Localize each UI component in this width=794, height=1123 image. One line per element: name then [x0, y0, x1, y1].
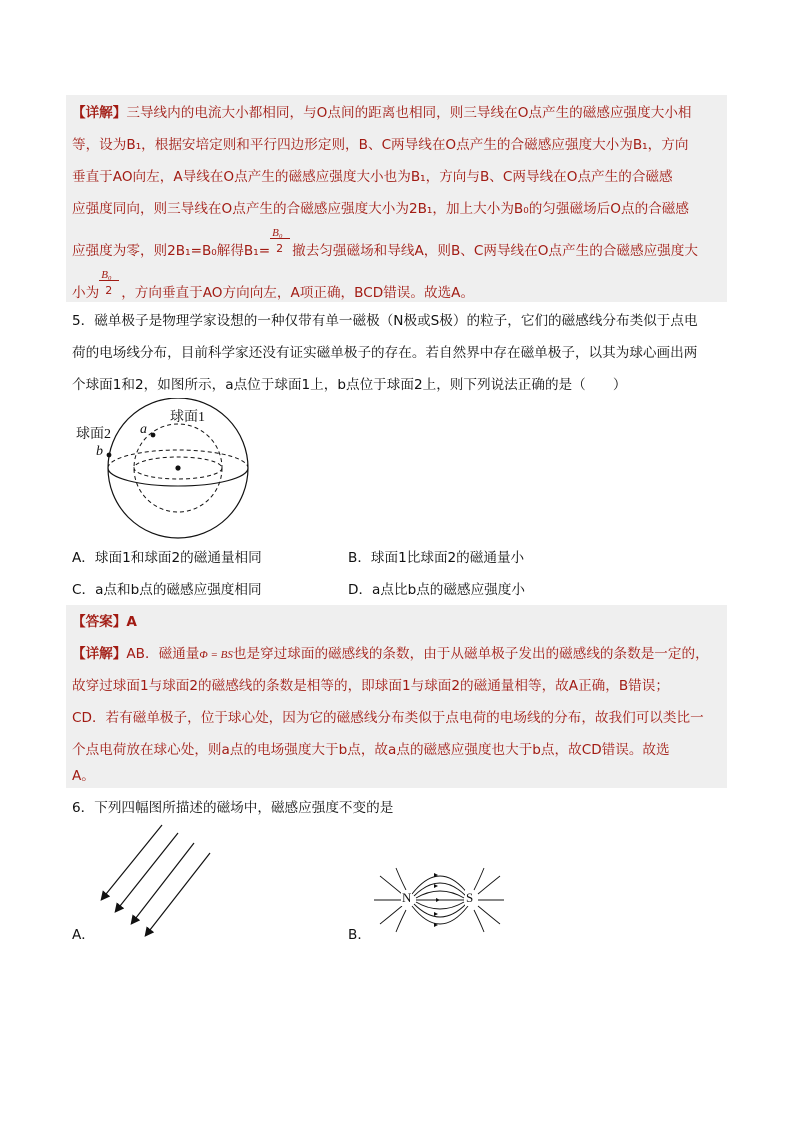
label-point-b: b: [96, 444, 103, 459]
fraction-b0-over-2: $\frac{\text{B₀}}{2}$: [270, 241, 292, 261]
label-sphere-2: 球面2: [76, 427, 111, 442]
q5-option-d: D．a点比b点的磁感应强度小: [348, 582, 525, 598]
q6-stem: 6．下列四幅图所描述的磁场中，磁感应强度不变的是: [72, 800, 394, 816]
point-a-dot: [151, 433, 156, 438]
q5-detail-line-4: 个点电荷放在球心处，则a点的电场强度大于b点，故a点的磁感应强度也大于b点，故CD错误。故选: [72, 742, 670, 758]
pole-n-label: N: [402, 890, 412, 905]
q5-stem-line-2: 荷的电场线分布，目前科学家还没有证实磁单极子的存在。若自然界中存在磁单极子，以其为球心画出两: [72, 345, 698, 361]
magnet-field-figure: [372, 858, 506, 942]
point-b-dot: [107, 453, 112, 458]
flux-formula: Φ = BS: [199, 649, 233, 661]
q5-option-c: C．a点和b点的磁感应强度相同: [72, 582, 262, 598]
label-sphere-1: 球面1: [170, 410, 205, 425]
q6-option-a-label: A．: [72, 927, 95, 943]
prev-detail-line-5: 应强度为零，则2B₁=B₀解得B₁= $\frac{\text{B₀}}{2}$ 撤去匀强磁场和导线A，则B、C两导线在O点产生的合磁感应强度大: [72, 227, 698, 259]
prev-detail-line-4: 应强度同向，则三导线在O点产生的合磁感应强度大小为2B₁，加上大小为B₀的匀强磁场后O点的合磁感: [72, 201, 689, 217]
label-point-a: a: [140, 422, 147, 437]
prev-detail-line-2: 等，设为B₁，根据安培定则和平行四边形定则，B、C两导线在O点产生的合磁感应强度大小为B₁，方向: [72, 137, 689, 153]
sphere-center-dot: [175, 465, 180, 470]
q5-detail-line-5: A。: [72, 768, 95, 784]
detail-tag: 【详解】: [72, 105, 127, 121]
q5-option-b: B．球面1比球面2的磁通量小: [348, 550, 525, 566]
pole-s-label: S: [466, 890, 474, 905]
prev-detail-line-3: 垂直于AO向左，A导线在O点产生的磁感应强度大小也为B₁，方向与B、C两导线在O点产生的合磁感: [72, 169, 673, 185]
q5-stem-line-1: 5．磁单极子是物理学家设想的一种仅带有单一磁极（N极或S极）的粒子，它们的磁感线分布类似于点电: [72, 313, 698, 329]
uniform-field-figure: [96, 823, 216, 943]
q5-answer-box: [66, 605, 727, 788]
q5-detail-line-2: 故穿过球面1与球面2的磁感线的条数是相等的，即球面1与球面2的磁通量相等，故A正确，B错误；: [72, 678, 669, 694]
prev-detail-line-1: 【详解】三导线内的电流大小都相同，与O点间的距离也相同，则三导线在O点产生的磁感应强度大小相: [72, 105, 692, 121]
q5-detail-line-1: 【详解】AB．磁通量Φ = BS也是穿过球面的磁感线的条数，由于从磁单极子发出的磁感线的条数是一定的，: [72, 646, 709, 662]
q5-answer: 【答案】A: [72, 614, 137, 630]
q6-option-b-label: B．: [348, 927, 371, 943]
q5-option-a: A．球面1和球面2的磁通量相同: [72, 550, 262, 566]
q5-detail-line-3: CD．若有磁单极子，位于球心处，因为它的磁感线分布类似于点电荷的电场线的分布，故我们可以类比一: [72, 710, 704, 726]
q5-stem-line-3: 个球面1和2，如图所示，a点位于球面1上，b点位于球面2上，则下列说法正确的是（ ）: [72, 377, 627, 393]
fraction-b0-over-2: $\frac{\text{B₀}}{2}$: [99, 283, 121, 303]
prev-detail-line-6: 小为 $\frac{\text{B₀}}{2}$ ，方向垂直于AO方向向左，A项正确，BCD错误。故选A。: [72, 269, 475, 301]
